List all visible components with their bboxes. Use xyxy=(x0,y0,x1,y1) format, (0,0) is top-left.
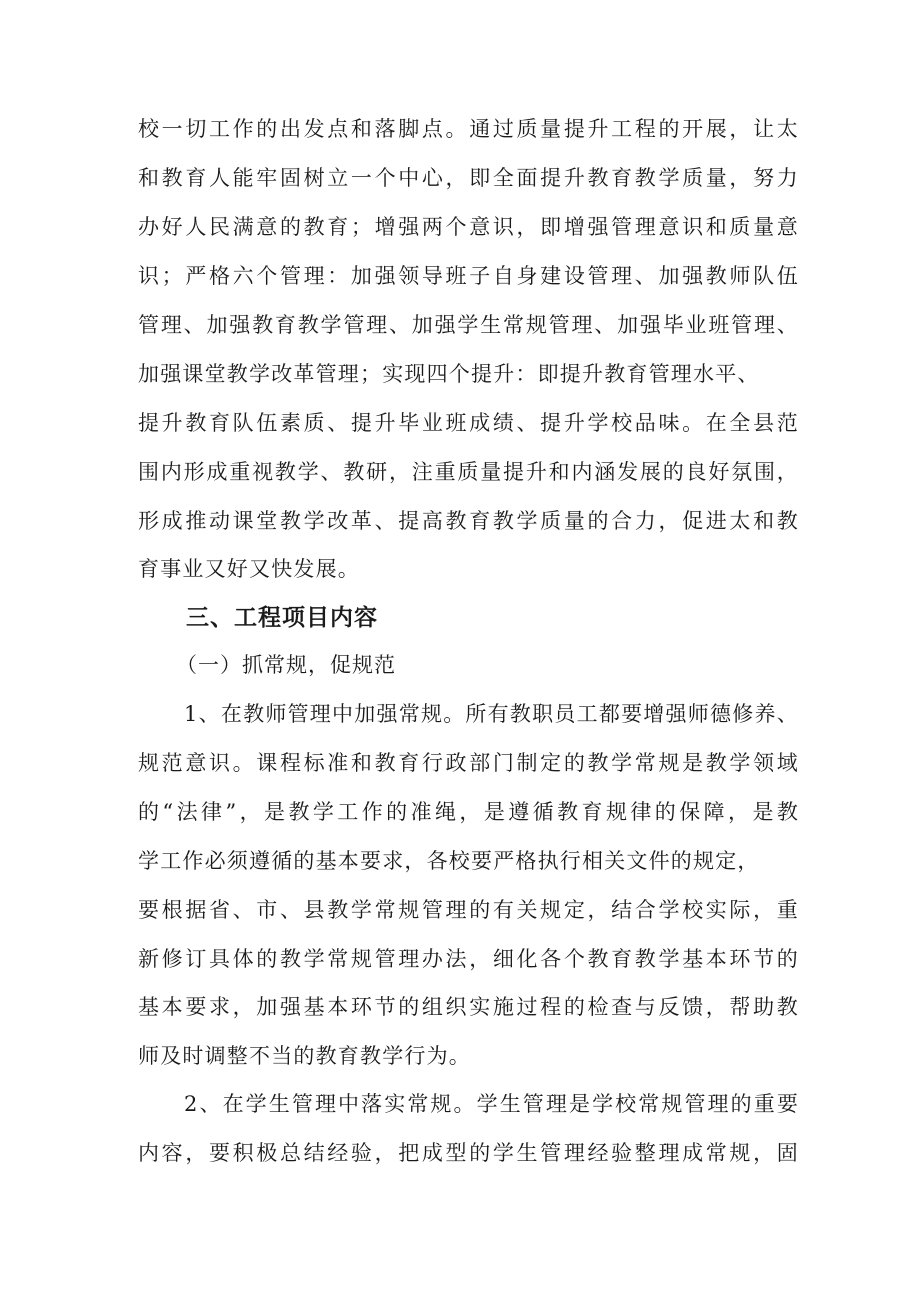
text-line: 新 修 订 具 体 的 教 学 常 规 管 理 办 法 ， 细 化 各 个 教 育 教 学 基 本 环 节 的 xyxy=(138,947,798,971)
text-line: 围 内 形 成 重 视 教 学 、 教 研 ， 注 重 质 量 提 升 和 内 涵 发 展 的 良 好 氛 围 ， xyxy=(138,460,798,484)
section-heading: 三、工程项目内容 xyxy=(186,605,378,631)
text-line: 基 本 要 求 ， 加 强 基 本 环 节 的 组 织 实 施 过 程 的 检 查 与 反 馈 ， 帮 助 教 xyxy=(138,995,798,1019)
text-line: 学工作必须遵循的基本要求，各校要严格执行相关文件的规定， xyxy=(138,849,760,873)
text-line: 管 理 、 加 强 教 育 教 学 管 理 、 加 强 学 生 常 规 管 理 、 加 强 毕 业 班 管 理 、 xyxy=(138,313,798,337)
text-line: 形 成 推 动 课 堂 教 学 改 革 、 提 高 教 育 教 学 质 量 的 合 力 ， 促 进 太 和 教 xyxy=(138,509,798,533)
text-line: 1 、 在 教 师 管 理 中 加 强 常 规 。 所 有 教 职 员 工 都 要 增 强 师 德 修 养 、 xyxy=(184,702,798,726)
text-line: 加强课堂教学改革管理；实现四个提升：即提升教育管理水平、 xyxy=(138,362,760,386)
text-line: 办 好 人 民 满 意 的 教 育 ； 增 强 两 个 意 识 ， 即 增 强 管 理 意 识 和 质 量 意 xyxy=(138,215,798,239)
text-line: 2 、 在 学 生 管 理 中 落 实 常 规 。 学 生 管 理 是 学 校 常 规 管 理 的 重 要 xyxy=(184,1092,798,1116)
text-line: 要 根 据 省 、 市 、 县 教 学 常 规 管 理 的 有 关 规 定 ， 结 合 学 校 实 际 ， 重 xyxy=(138,898,798,922)
text-line: 识 ； 严 格 六 个 管 理 ： 加 强 领 导 班 子 自 身 建 设 管 理 、 加 强 教 师 队 伍 xyxy=(138,264,798,288)
subsection-heading: （一）抓常规，促规范 xyxy=(176,653,396,677)
text-line: 育事业又好又快发展。 xyxy=(138,557,360,581)
text-line: 的 “ 法 律 ” ， 是 教 学 工 作 的 准 绳 ， 是 遵 循 教 育 规 律 的 保 障 ， 是 教 xyxy=(138,800,798,824)
text-line: 内 容 ， 要 积 极 总 结 经 验 ， 把 成 型 的 学 生 管 理 经 验 整 理 成 常 规 ， 固 xyxy=(138,1141,798,1165)
text-line: 校 一 切 工 作 的 出 发 点 和 落 脚 点 。 通 过 质 量 提 升 工 程 的 开 展 ， 让 太 xyxy=(138,117,798,141)
text-line: 师及时调整不当的教育教学行为。 xyxy=(138,1044,471,1068)
text-line: 提 升 教 育 队 伍 素 质 、 提 升 毕 业 班 成 绩 、 提 升 学 校 品 味 。 在 全 县 范 xyxy=(138,411,798,435)
text-line: 规 范 意 识 。 课 程 标 准 和 教 育 行 政 部 门 制 定 的 教 学 常 规 是 教 学 领 域 xyxy=(138,751,798,775)
text-line: 和 教 育 人 能 牢 固 树 立 一 个 中 心 ， 即 全 面 提 升 教 育 教 学 质 量 ， 努 力 xyxy=(138,166,798,190)
